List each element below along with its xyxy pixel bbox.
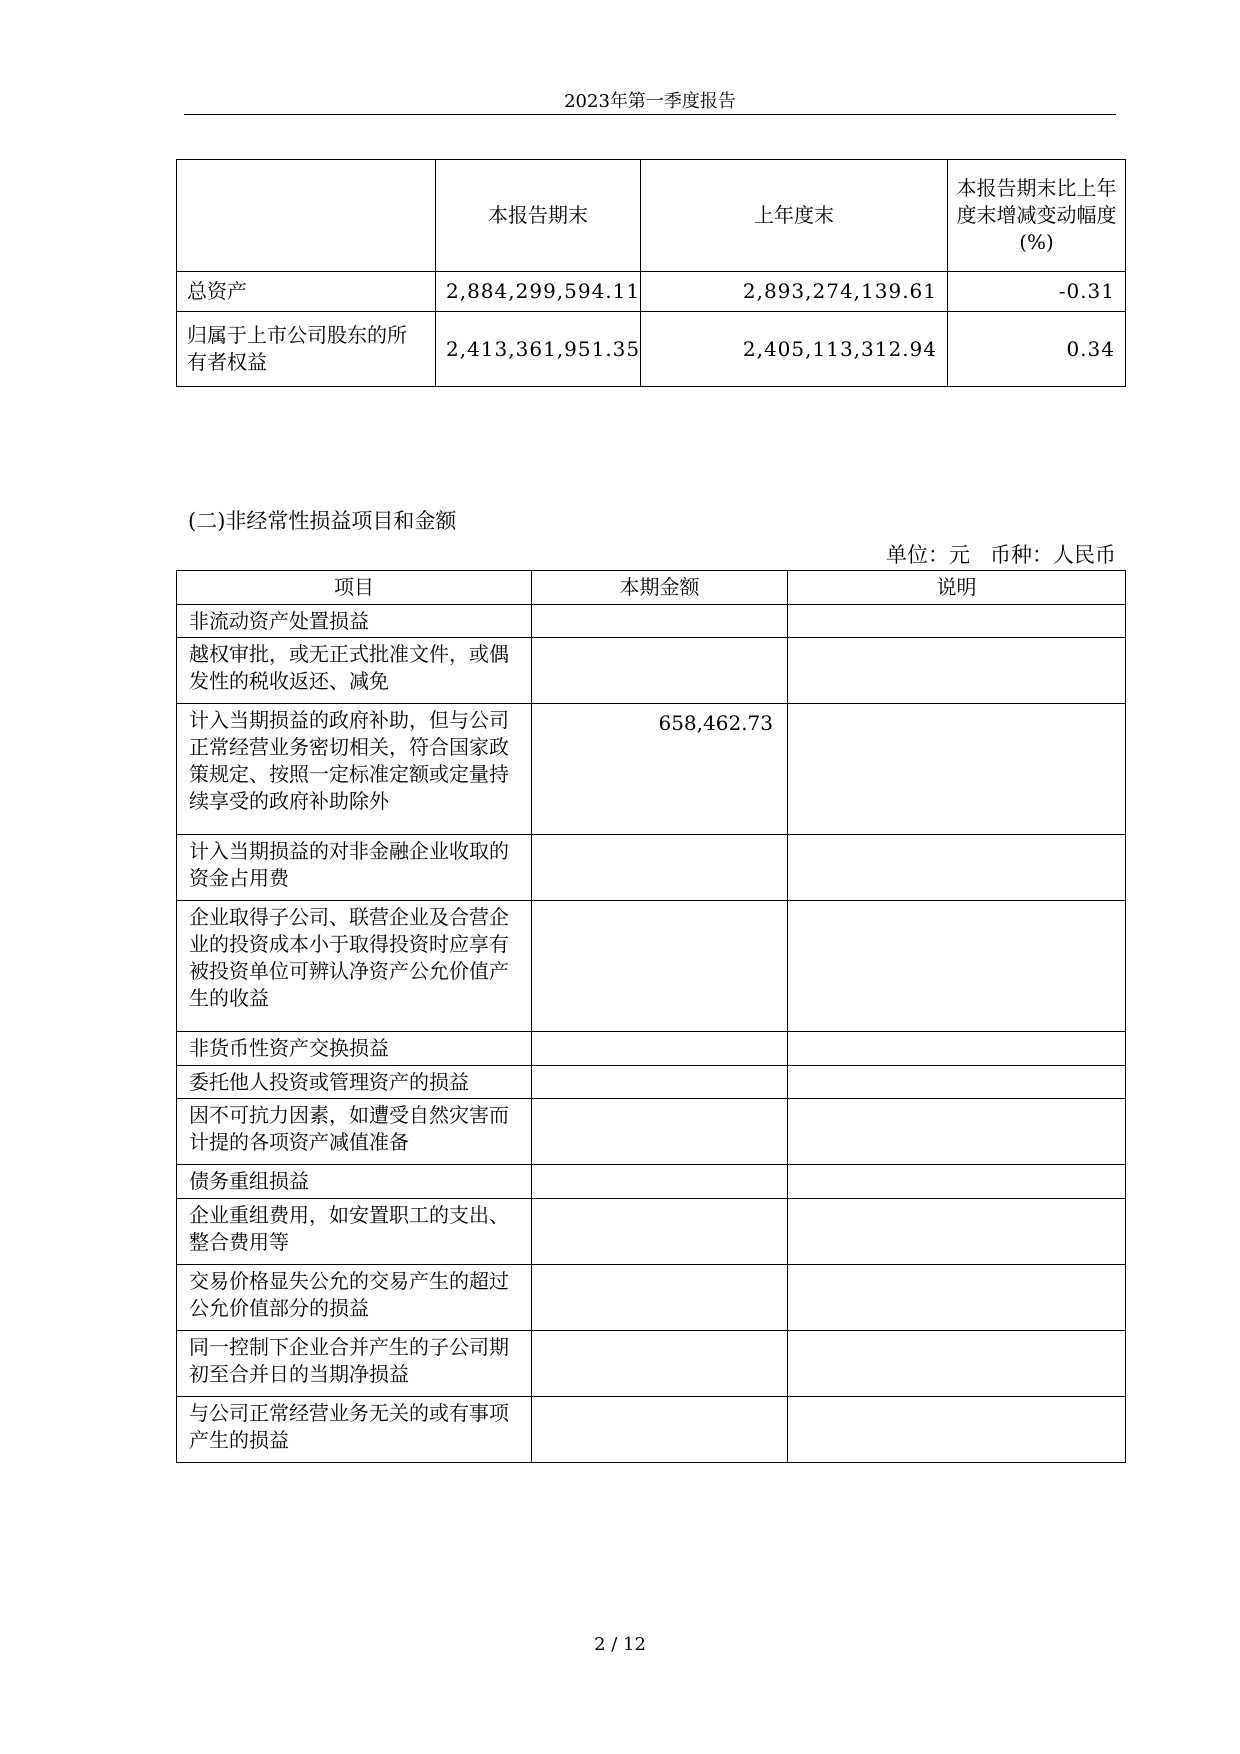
table-row [177, 1066, 1126, 1099]
nr-note [788, 1165, 1126, 1199]
nr-amount [532, 901, 788, 1032]
nr-item: 同一控制下企业合并产生的子公司期初至合并日的当期净损益 [177, 1331, 532, 1397]
nr-amount [532, 835, 788, 901]
nr-amount [532, 1165, 788, 1199]
nr-amount [532, 1099, 788, 1165]
nr-note [788, 901, 1126, 1032]
nr-note [788, 1265, 1126, 1331]
nr-note [788, 1032, 1126, 1066]
nr-note [788, 1199, 1126, 1265]
table-row [177, 1397, 1126, 1463]
balance-col-change: 本报告期末比上年度末增减变动幅度(%) [948, 160, 1126, 272]
section-title: (二)非经常性损益项目和金额 [188, 509, 457, 533]
nr-note [788, 835, 1126, 901]
unit-currency-line: 单位：元 币种：人民币 [885, 543, 1116, 567]
nr-amount [532, 1331, 788, 1397]
balance-prior: 2,893,274,139.61 [641, 272, 948, 312]
table-row [177, 1199, 1126, 1265]
table-row [177, 1265, 1126, 1331]
nr-amount [532, 1066, 788, 1099]
report-header-title: 2023年第一季度报告 [564, 91, 736, 112]
balance-change: -0.31 [948, 272, 1126, 312]
nr-item: 委托他人投资或管理资产的损益 [177, 1066, 532, 1099]
balance-change: 0.34 [948, 312, 1126, 387]
nr-item: 计入当期损益的对非金融企业收取的资金占用费 [177, 835, 532, 901]
nr-note [788, 1397, 1126, 1463]
nr-note [788, 704, 1126, 835]
nr-note [788, 638, 1126, 704]
balance-col-prior: 上年度末 [641, 160, 948, 272]
table-row [177, 272, 1126, 312]
nr-note [788, 1099, 1126, 1165]
balance-current: 2,413,361,951.35 [436, 312, 641, 387]
nr-col-amount: 本期金额 [532, 571, 788, 605]
balance-prior: 2,405,113,312.94 [641, 312, 948, 387]
table-row [177, 835, 1126, 901]
nonrecurring-table [176, 570, 1126, 1463]
table-row [177, 704, 1126, 835]
nr-amount [532, 1265, 788, 1331]
balance-col-current: 本报告期末 [436, 160, 641, 272]
table-row [177, 901, 1126, 1032]
nr-item: 因不可抗力因素，如遭受自然灾害而计提的各项资产减值准备 [177, 1099, 532, 1165]
nonrecurring-header-row [177, 571, 1126, 605]
nr-item: 企业取得子公司、联营企业及合营企业的投资成本小于取得投资时应享有被投资单位可辨认净资产公允价值产生的收益 [177, 901, 532, 1032]
table-row [177, 605, 1126, 638]
nr-item: 非流动资产处置损益 [177, 605, 532, 638]
nr-item: 交易价格显失公允的交易产生的超过公允价值部分的损益 [177, 1265, 532, 1331]
table-row [177, 638, 1126, 704]
nr-item: 计入当期损益的政府补助，但与公司正常经营业务密切相关，符合国家政策规定、按照一定标准定额或定量持续享受的政府补助除外 [177, 704, 532, 835]
nr-item: 越权审批，或无正式批准文件，或偶发性的税收返还、减免 [177, 638, 532, 704]
nr-amount [532, 1397, 788, 1463]
balance-table [176, 159, 1126, 387]
balance-current: 2,884,299,594.11 [436, 272, 641, 312]
nr-amount: 658,462.73 [532, 704, 788, 835]
table-row [177, 1099, 1126, 1165]
nr-note [788, 605, 1126, 638]
balance-header-row [177, 160, 1126, 272]
nr-amount [532, 1032, 788, 1066]
table-row [177, 1165, 1126, 1199]
nr-item: 债务重组损益 [177, 1165, 532, 1199]
header-divider [184, 114, 1116, 115]
balance-item: 归属于上市公司股东的所有者权益 [177, 312, 436, 387]
balance-col-item [177, 160, 436, 272]
nr-note [788, 1331, 1126, 1397]
nr-amount [532, 605, 788, 638]
nr-item: 非货币性资产交换损益 [177, 1032, 532, 1066]
balance-item: 总资产 [177, 272, 436, 312]
nr-amount [532, 1199, 788, 1265]
table-row [177, 312, 1126, 387]
table-row [177, 1032, 1126, 1066]
page-number: 2 / 12 [594, 1634, 646, 1655]
nr-amount [532, 638, 788, 704]
nr-item: 企业重组费用，如安置职工的支出、整合费用等 [177, 1199, 532, 1265]
nr-item: 与公司正常经营业务无关的或有事项产生的损益 [177, 1397, 532, 1463]
nr-col-item: 项目 [177, 571, 532, 605]
table-row [177, 1331, 1126, 1397]
nr-col-note: 说明 [788, 571, 1126, 605]
nr-note [788, 1066, 1126, 1099]
